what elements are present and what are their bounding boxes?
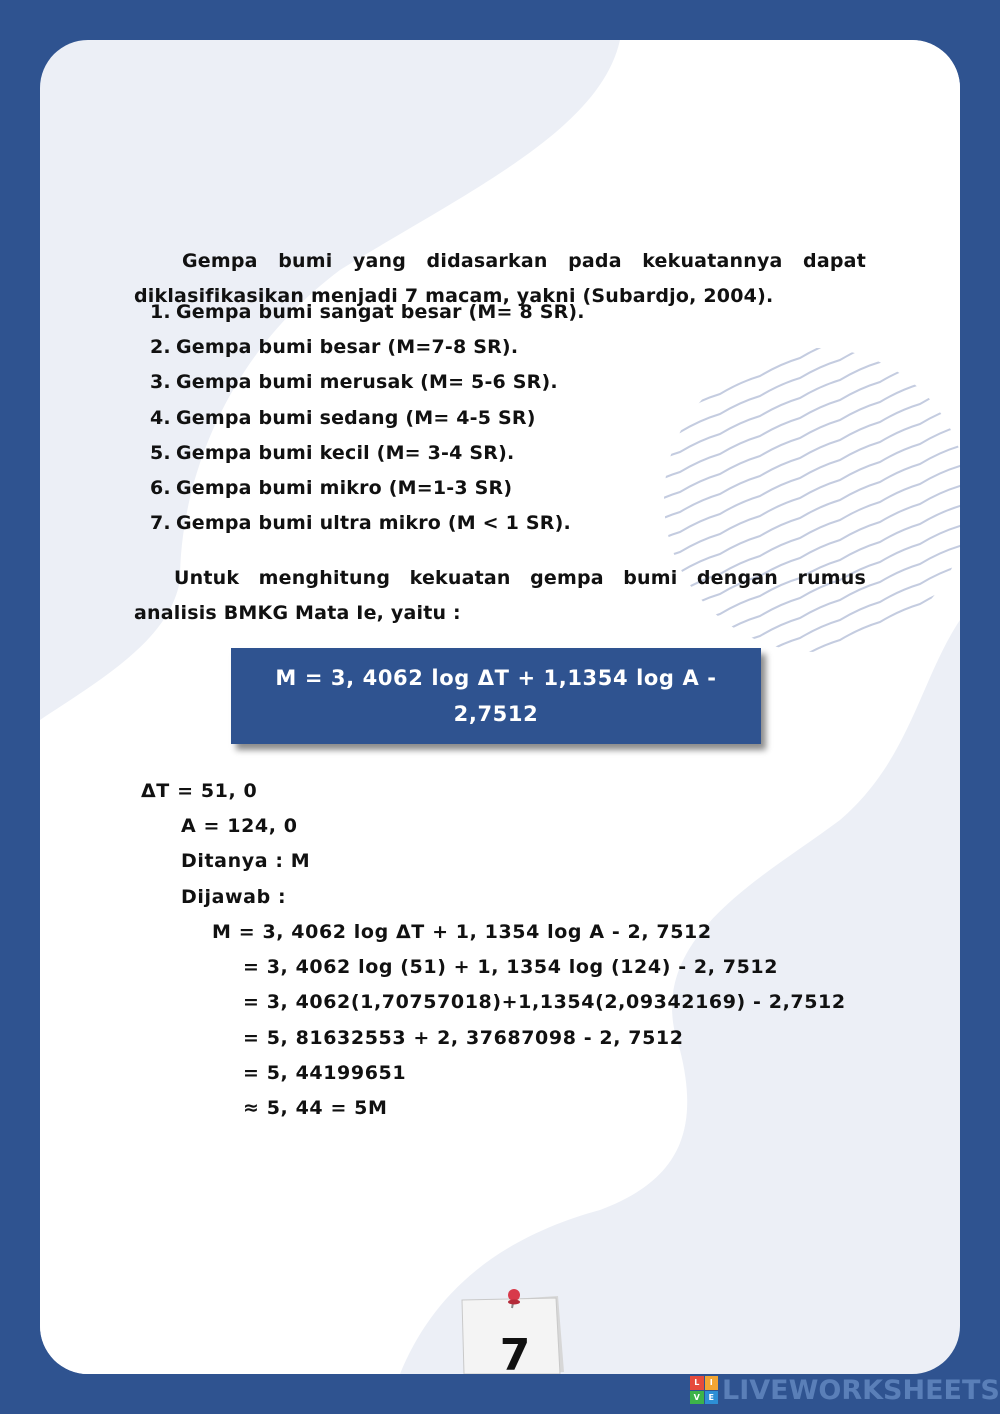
worksheet-page [40, 40, 960, 1374]
answer-label: Dijawab : [181, 886, 287, 908]
asked-label: Ditanya : M [181, 850, 311, 872]
page-content [40, 40, 960, 1374]
list-item [134, 365, 585, 400]
liveworksheets-logo [690, 1374, 1000, 1406]
list-item [134, 506, 585, 541]
solution-step: = 5, 44199651 [243, 1062, 407, 1084]
magnitude-class-list [134, 295, 585, 541]
given-delta-t: ΔT = 51, 0 [141, 780, 258, 802]
intro-paragraph: Gempa bumi yang didasarkan pada kekuatannya dapat diklasifikasikan menjadi 7 macam, yakni (Subardjo, 2004). [134, 250, 866, 307]
list-text: Gempa bumi sangat besar (M= 8 SR). [176, 301, 585, 323]
brand-icon-letter: E [705, 1391, 719, 1405]
list-item [134, 330, 585, 365]
list-item [134, 295, 585, 330]
list-number: 3. [150, 371, 171, 394]
list-item [134, 436, 585, 471]
list-number: 4. [150, 406, 171, 429]
list-text: Gempa bumi kecil (M= 3-4 SR). [176, 441, 515, 464]
brand-name: LIVEWORKSHEETS [722, 1374, 1000, 1406]
list-text: Gempa bumi merusak (M= 5-6 SR). [176, 371, 558, 394]
liveworksheets-icon [690, 1376, 718, 1404]
brand-icon-letter: V [690, 1391, 704, 1405]
solution-step: = 3, 4062(1,70757018)+1,1354(2,09342169) - 2,7512 [243, 991, 846, 1013]
solution-step: = 5, 81632553 + 2, 37687098 - 2, 7512 [243, 1027, 684, 1049]
brand-icon-letter: L [690, 1376, 704, 1390]
list-number: 1. [150, 301, 171, 323]
formula-line-2: 2,7512 [453, 702, 539, 726]
pin-icon [508, 1289, 520, 1301]
solution-step: M = 3, 4062 log ΔT + 1, 1354 log A - 2, 7512 [212, 921, 712, 943]
list-number: 2. [150, 336, 171, 359]
list-item [134, 401, 585, 436]
formula-line-1: M = 3, 4062 log ΔT + 1,1354 log A - [275, 666, 717, 690]
list-text: Gempa bumi ultra mikro (M < 1 SR). [176, 512, 571, 535]
solution-step: ≈ 5, 44 = 5M [243, 1097, 388, 1119]
list-text: Gempa bumi mikro (M=1-3 SR) [176, 477, 513, 500]
list-number: 6. [150, 477, 171, 500]
given-a: A = 124, 0 [181, 815, 298, 837]
page-number: 7 [499, 1330, 531, 1374]
pin-base [508, 1300, 520, 1305]
brand-icon-letter: I [705, 1376, 719, 1390]
list-text: Gempa bumi sedang (M= 4-5 SR) [176, 406, 536, 429]
method-intro-paragraph: Untuk menghitung kekuatan gempa bumi dengan rumus analisis BMKG Mata Ie, yaitu : [134, 567, 866, 624]
list-item [134, 471, 585, 506]
list-number: 5. [150, 441, 171, 464]
solution-step: = 3, 4062 log (51) + 1, 1354 log (124) - 2, 7512 [243, 956, 779, 978]
formula-box [231, 648, 761, 744]
list-text: Gempa bumi besar (M=7-8 SR). [176, 336, 519, 359]
list-number: 7. [150, 512, 171, 535]
